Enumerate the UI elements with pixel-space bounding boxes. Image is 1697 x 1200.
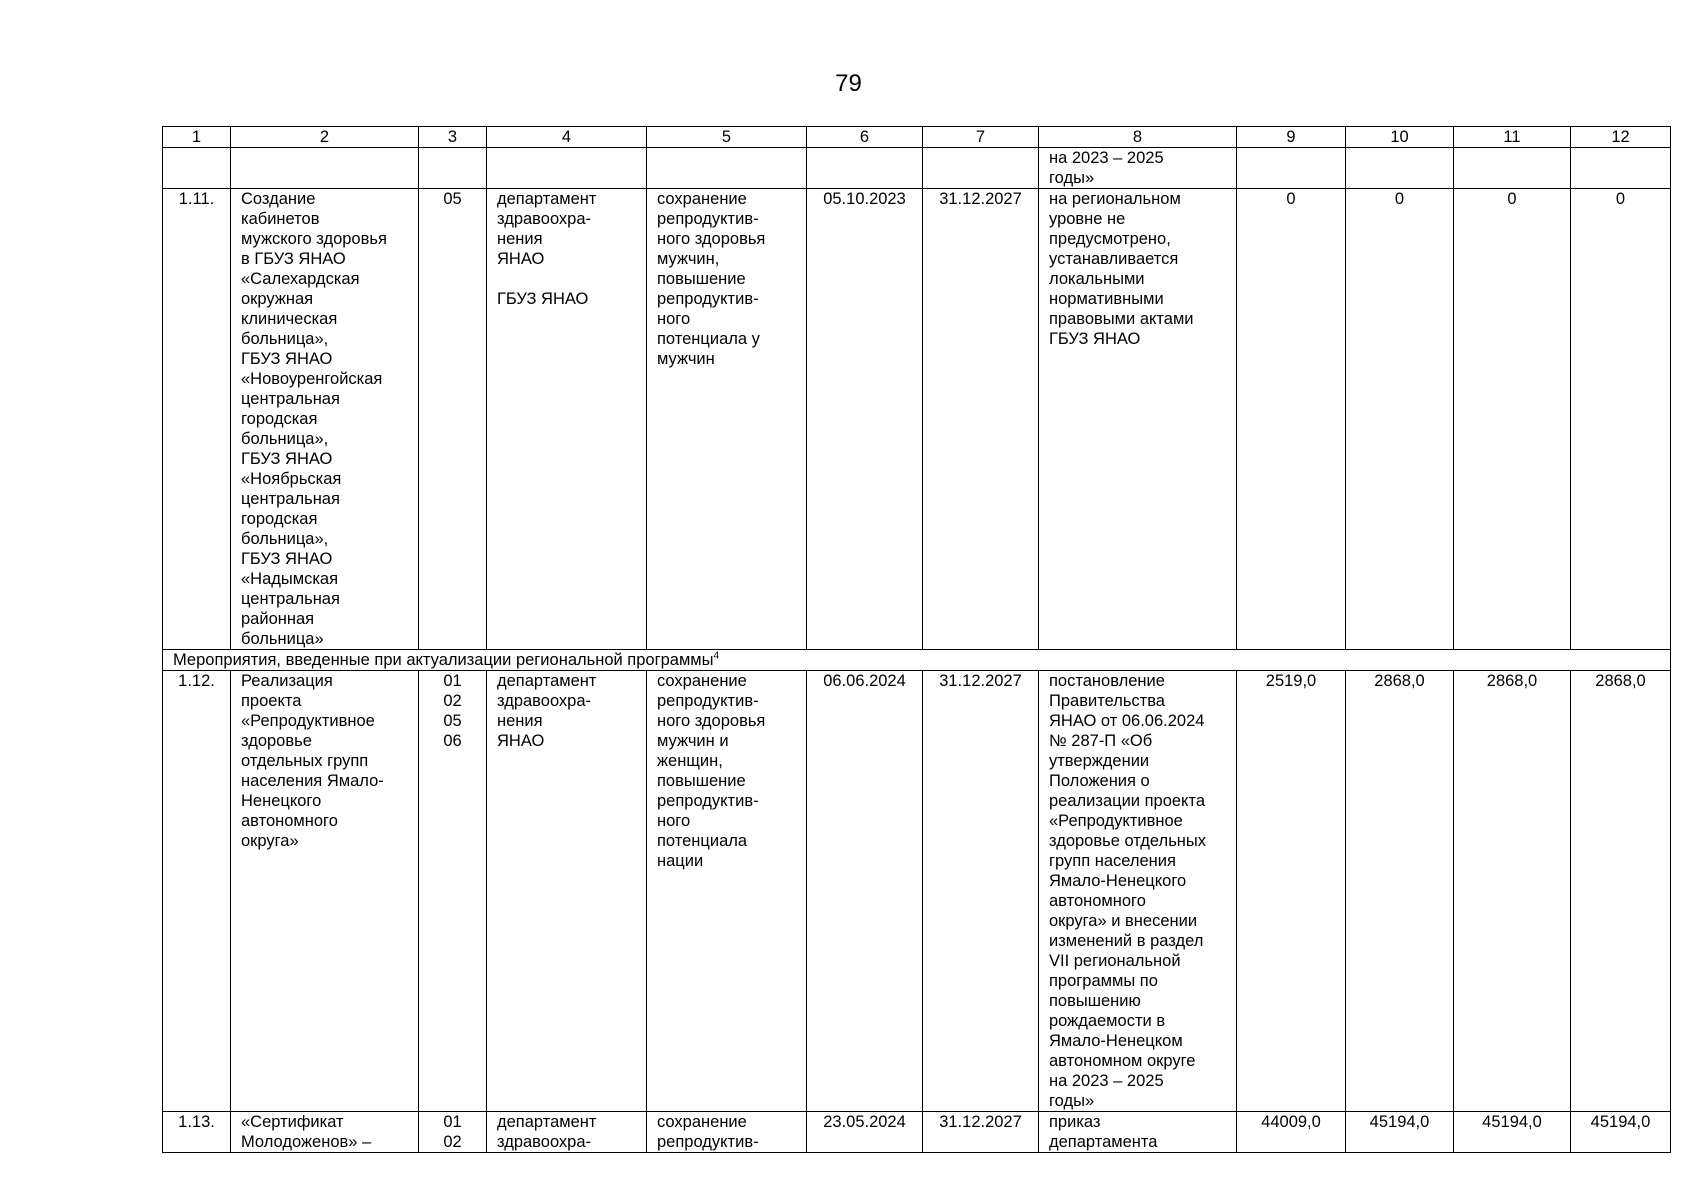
end-date: 31.12.2027 [923,189,1039,650]
code-cell: 01 02 05 06 [419,671,487,1112]
col-header: 8 [1039,127,1237,148]
col-header: 9 [1237,127,1346,148]
table-row [163,1112,1671,1153]
value-cell: 0 [1237,189,1346,650]
col-header: 10 [1346,127,1454,148]
col-header: 11 [1454,127,1571,148]
value-cell: 2519,0 [1237,671,1346,1112]
basis-cell: на региональном уровне не предусмотрено, устанавливается локальными нормативными правовыми актами ГБУЗ ЯНАО [1039,189,1237,650]
table-row [163,189,1671,650]
start-date: 23.05.2024 [807,1112,923,1153]
executor-cell: департамент здравоохра- [487,1112,647,1153]
col-header: 6 [807,127,923,148]
end-date: 31.12.2027 [923,1112,1039,1153]
value-cell: 2868,0 [1346,671,1454,1112]
column-number-row [163,127,1671,148]
col-header: 2 [231,127,419,148]
executor-cell: департамент здравоохра- нения ЯНАО ГБУЗ ЯНАО [487,189,647,650]
value-cell: 2868,0 [1571,671,1671,1112]
measure-name: Создание кабинетов мужского здоровья в ГБУЗ ЯНАО «Салехардская окружная клиническая больница», ГБУЗ ЯНАО «Новоуренгойская центральная городская больница», ГБУЗ ЯНАО «Ноябрьская центральная городская больница», ГБУЗ ЯНАО «Надымская центральная районная больница» [231,189,419,650]
program-table [162,126,1671,1153]
result-cell: сохранение репродуктив- ного здоровья мужчин, повышение репродуктив- ного потенциала у мужчин [647,189,807,650]
col-header: 1 [163,127,231,148]
basis-cell: постановление Правительства ЯНАО от 06.06.2024 № 287-П «Об утверждении Положения о реализации проекта «Репродуктивное здоровье отдельных групп населения Ямало-Ненецкого автономного округа» и внесении изменений в раздел VII региональной программы по повышению рождаемости в Ямало-Ненецком автономном округе на 2023 – 2025 годы» [1039,671,1237,1112]
value-cell: 45194,0 [1454,1112,1571,1153]
continuation-row [163,148,1671,189]
row-number: 1.12. [163,671,231,1112]
value-cell: 0 [1571,189,1671,650]
end-date: 31.12.2027 [923,671,1039,1112]
result-cell: сохранение репродуктив- [647,1112,807,1153]
measure-name: «Сертификат Молодоженов» – [231,1112,419,1153]
result-cell: сохранение репродуктив- ного здоровья мужчин и женщин, повышение репродуктив- ного потенциала нации [647,671,807,1112]
basis-cell: приказ департамента [1039,1112,1237,1153]
start-date: 06.06.2024 [807,671,923,1112]
measure-name: Реализация проекта «Репродуктивное здоровье отдельных групп населения Ямало- Ненецкого автономного округа» [231,671,419,1112]
section-footnote: 4 [713,650,720,662]
code-cell: 01 02 [419,1112,487,1153]
section-row [163,650,1671,671]
page-number: 79 [835,70,862,97]
value-cell: 44009,0 [1237,1112,1346,1153]
basis-cell: на 2023 – 2025 годы» [1039,148,1237,189]
value-cell: 2868,0 [1454,671,1571,1112]
section-title: Мероприятия, введенные при актуализации региональной программы [173,651,714,669]
col-header: 12 [1571,127,1671,148]
col-header: 3 [419,127,487,148]
value-cell: 45194,0 [1571,1112,1671,1153]
value-cell: 45194,0 [1346,1112,1454,1153]
table-row [163,671,1671,1112]
col-header: 7 [923,127,1039,148]
value-cell: 0 [1454,189,1571,650]
col-header: 5 [647,127,807,148]
executor-cell: департамент здравоохра- нения ЯНАО [487,671,647,1112]
value-cell: 0 [1346,189,1454,650]
row-number: 1.11. [163,189,231,650]
row-number: 1.13. [163,1112,231,1153]
code-cell: 05 [419,189,487,650]
col-header: 4 [487,127,647,148]
start-date: 05.10.2023 [807,189,923,650]
